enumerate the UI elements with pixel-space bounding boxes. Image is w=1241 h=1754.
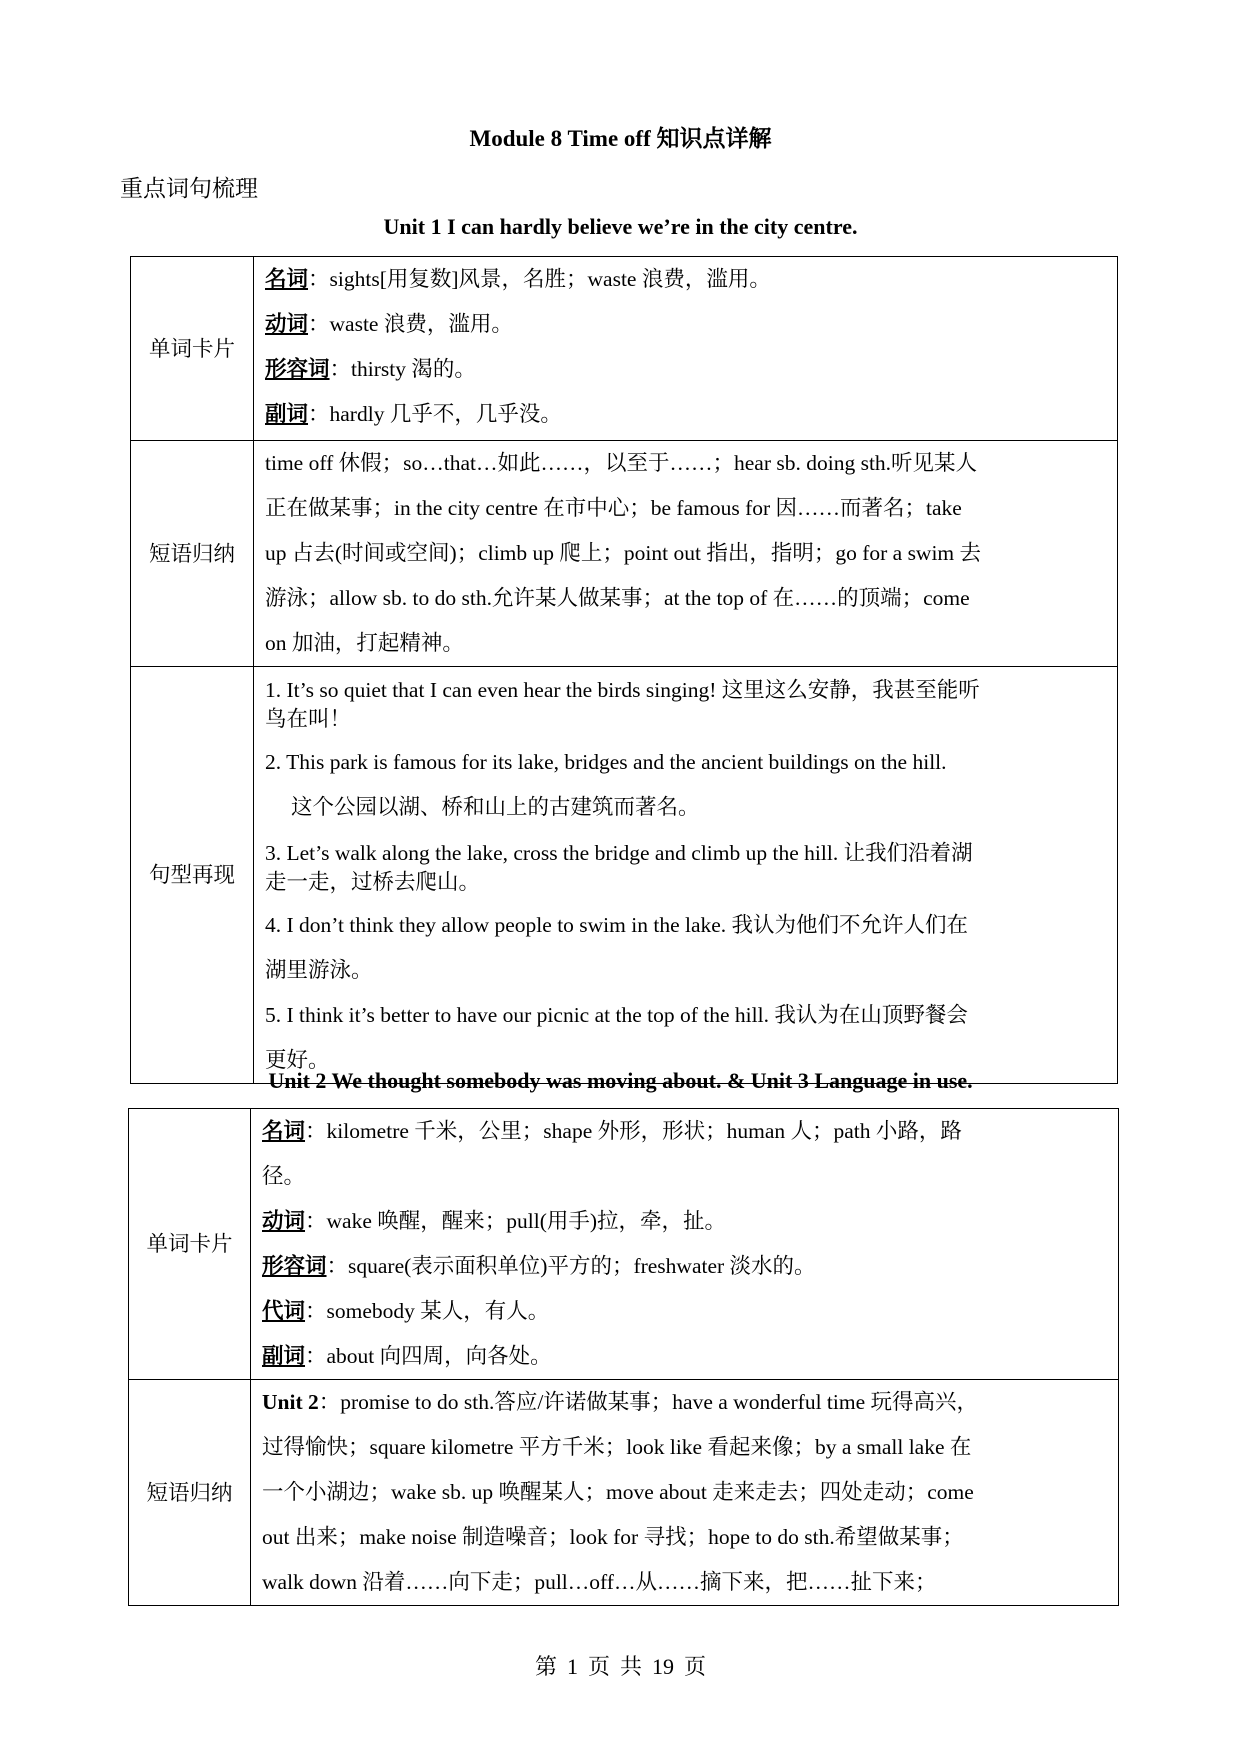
sentence-line: 鸟在叫！ <box>265 707 352 731</box>
phrase-line: time off 休假；so…that…如此……，以至于……；hear sb. doing sth.听见某人 <box>265 451 978 475</box>
unit2-vocab-body <box>251 1109 1119 1380</box>
adj-line <box>265 347 1107 392</box>
adj-text: ：thirsty 渴的。 <box>329 357 476 381</box>
sentence-line: 1. It’s so quiet that I can even hear the birds singing! 这里这么安静，我甚至能听 <box>265 678 980 702</box>
unit-label: Unit 2 <box>262 1390 319 1414</box>
unit1-phrases-row <box>131 441 1118 667</box>
noun-label: 名词 <box>265 267 309 291</box>
sentence-item <box>265 839 1107 897</box>
noun-text: ：kilometre 千米，公里；shape 外形，形状；human 人；path 小路，路 <box>305 1119 962 1143</box>
sentence-line: 3. Let’s walk along the lake, cross the bridge and climb up the hill. 让我们沿着湖 <box>265 841 973 865</box>
unit1-title: Unit 1 I can hardly believe we’re in the city centre. <box>383 214 858 239</box>
sentence-line: 这个公园以湖、桥和山上的古建筑而著名。 <box>291 795 700 819</box>
unit2-title: Unit 2 We thought somebody was moving about. & Unit 3 Language in use. <box>268 1068 973 1093</box>
unit1-table <box>130 256 1118 1084</box>
phrase-text: ：promise to do sth.答应/许诺做某事；have a wonderful time 玩得高兴， <box>318 1390 979 1414</box>
adj-line <box>262 1244 1108 1289</box>
verb-line <box>262 1199 1108 1244</box>
page-number: 1 <box>566 1654 578 1679</box>
pron-text: ：somebody 某人，有人。 <box>305 1299 550 1323</box>
phrase-line: walk down 沿着……向下走；pull…off…从……摘下来，把……扯下来； <box>262 1570 937 1594</box>
verb-label: 动词 <box>262 1209 306 1233</box>
pron-label: 代词 <box>262 1299 306 1323</box>
footer-text: 共 <box>620 1654 643 1679</box>
unit1-sentences-row <box>131 667 1118 1084</box>
phrase-line: up 占去(时间或空间)；climb up 爬上；point out 指出，指明；go for a swim 去 <box>265 541 982 565</box>
verb-text: ：wake 唤醒，醒来；pull(用手)拉，牵，扯。 <box>305 1209 727 1233</box>
adv-line <box>265 392 1107 437</box>
noun-line <box>262 1109 1108 1154</box>
verb-label: 动词 <box>265 312 309 336</box>
unit1-vocab-body <box>254 257 1118 441</box>
adv-text: ：hardly 几乎不，几乎没。 <box>308 402 562 426</box>
unit2-vocab-head: 单词卡片 <box>129 1109 251 1380</box>
adj-label: 形容词 <box>262 1254 327 1278</box>
adj-text: ：square(表示面积单位)平方的；freshwater 淡水的。 <box>326 1254 816 1278</box>
page-total: 19 <box>652 1654 675 1679</box>
page-footer <box>0 1650 1241 1681</box>
adv-line <box>262 1334 1108 1379</box>
adv-label: 副词 <box>265 402 309 426</box>
adv-text: ：about 向四周，向各处。 <box>305 1344 552 1368</box>
unit1-phrases-head: 短语归纳 <box>131 441 254 667</box>
phrase-line: 过得愉快；square kilometre 平方千米；look like 看起来像；by a small lake 在 <box>262 1435 972 1459</box>
noun-line-cont: 径。 <box>262 1164 306 1188</box>
sentence-line: 4. I don’t think they allow people to swim in the lake. 我认为他们不允许人们在 <box>265 913 969 937</box>
footer-text: 第 <box>534 1654 557 1679</box>
document-title: Module 8 Time off 知识点详解 <box>469 126 772 151</box>
sentence-line: 5. I think it’s better to have our picnic at the top of the hill. 我认为在山顶野餐会 <box>265 1003 968 1027</box>
unit1-vocab-row <box>131 257 1118 441</box>
sentence-line: 2. This park is famous for its lake, bridges and the ancient buildings on the hill. <box>265 750 947 774</box>
phrase-line: 正在做某事；in the city centre 在市中心；be famous for 因……而著名；take <box>265 496 962 520</box>
footer-text: 页 <box>587 1654 610 1679</box>
footer-text: 页 <box>684 1654 707 1679</box>
unit2-table <box>128 1108 1119 1606</box>
pron-line <box>262 1289 1108 1334</box>
adj-label: 形容词 <box>265 357 330 381</box>
verb-line <box>265 302 1107 347</box>
adv-label: 副词 <box>262 1344 306 1368</box>
phrase-line: 一个小湖边；wake sb. up 唤醒某人；move about 走来走去；四处走动；come <box>262 1480 974 1504</box>
sentence-line: 走一走，过桥去爬山。 <box>265 870 481 894</box>
phrase-line: out 出来；make noise 制造噪音；look for 寻找；hope to do sth.希望做某事； <box>262 1525 964 1549</box>
noun-label: 名词 <box>262 1119 306 1143</box>
unit2-phrases-head: 短语归纳 <box>129 1380 251 1606</box>
unit1-vocab-head: 单词卡片 <box>131 257 254 441</box>
unit2-phrases-row <box>129 1380 1119 1606</box>
phrase-line: on 加油，打起精神。 <box>265 631 464 655</box>
noun-text: ：sights[用复数]风景，名胜；waste 浪费，滥用。 <box>308 267 771 291</box>
verb-text: ：waste 浪费，滥用。 <box>308 312 513 336</box>
unit1-sentences-head: 句型再现 <box>131 667 254 1084</box>
noun-line <box>265 257 1107 302</box>
unit1-phrases-body <box>254 441 1118 667</box>
unit2-phrases-body <box>251 1380 1119 1606</box>
phrase-line: 游泳；allow sb. to do sth.允许某人做某事；at the top of 在……的顶端；come <box>265 586 970 610</box>
section-title: 重点词句梳理 <box>120 176 258 201</box>
unit1-sentences-body <box>254 667 1118 1084</box>
sentence-line: 湖里游泳。 <box>265 958 373 982</box>
phrase-line <box>262 1380 1108 1425</box>
unit2-vocab-row <box>129 1109 1119 1380</box>
sentence-item <box>265 676 1107 734</box>
sentence-line: 更好。 <box>265 1048 330 1072</box>
